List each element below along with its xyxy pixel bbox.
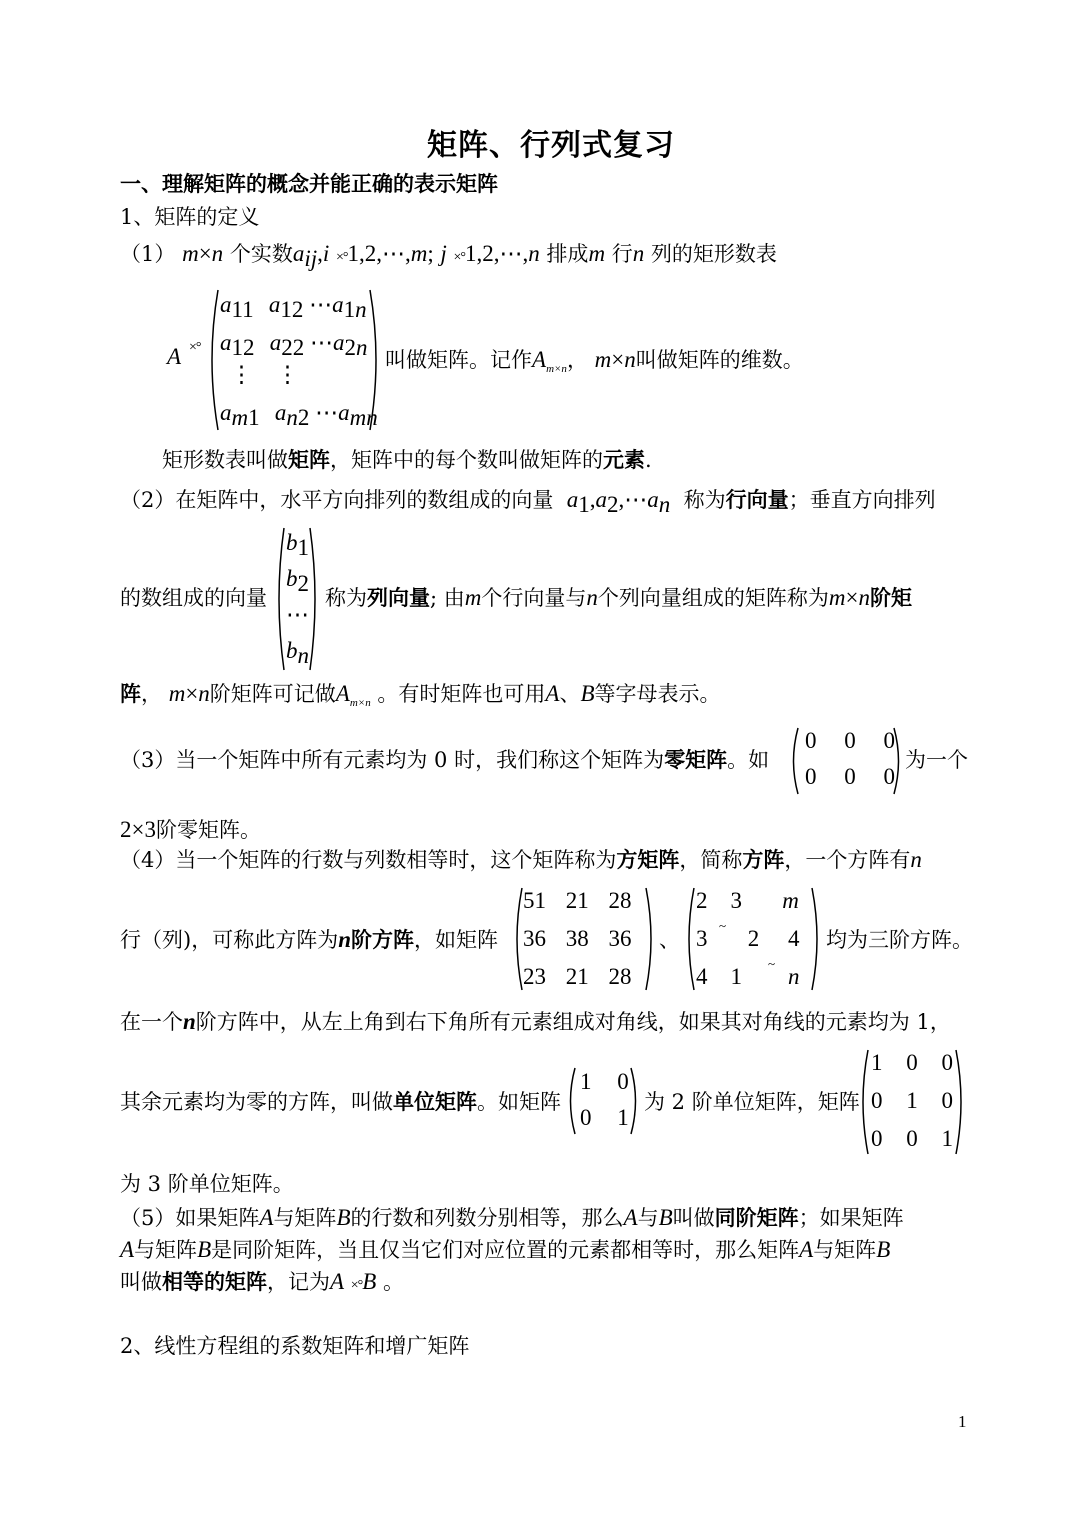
- equal-matrix-line: A与矩阵B是同阶矩阵，当且仅当它们对应位置的元素都相等时，那么矩阵A与矩阵B: [120, 1237, 891, 1262]
- matrix-m1-row-3: 23 21 28: [523, 964, 632, 989]
- page-number: 1: [958, 1412, 967, 1431]
- tilde-mark: ~: [768, 956, 776, 971]
- tilde-mark: ~: [719, 918, 727, 933]
- matrix-m1-row-1: 51 21 28: [523, 888, 632, 913]
- matrix-separator: 、: [659, 928, 680, 952]
- equal-matrix-notation-line: 叫做相等的矩阵，记为A ×°B 。: [120, 1269, 404, 1294]
- identity-3-row-2: 0 1 0: [871, 1088, 953, 1113]
- matrix-m1-row-2: 36 38 36: [523, 926, 632, 951]
- zero-matrix-suffix: 为一个: [905, 748, 968, 772]
- diagonal-line: 在一个n阶方阵中，从左上角到右下角所有元素组成对角线，如果其对角线的元素均为 1，: [120, 1009, 951, 1034]
- zero-matrix-row-1: 0 0 0: [805, 728, 895, 753]
- column-vector-b2: $b_2$: [286, 566, 309, 596]
- page-title: 矩阵、行列式复习: [427, 128, 675, 163]
- matrix-m2-row-1: 2 3 m: [696, 888, 799, 913]
- matrix-notation-line: 阵， m×n阶矩阵可记做$A_{m\times n}$ 。有时矩阵也可用A、B等字母表示。: [120, 681, 721, 709]
- subsection-heading-1: 1、矩阵的定义: [120, 205, 260, 229]
- column-vector-line-right: 称为列向量; 由m个行向量与n个列向量组成的矩阵称为m×n阶矩: [325, 585, 912, 610]
- zero-matrix-line: （3）当一个矩阵中所有元素均为 0 时，我们称这个矩阵为零矩阵。如: [120, 747, 770, 772]
- identity-3-row-3: 0 0 1: [871, 1126, 953, 1151]
- zero-matrix-row-2: 0 0 0: [805, 764, 895, 789]
- matrix-A-row-4: $a_{m1}$ $a_{n2}$ $\cdots a_{mn}$: [220, 400, 378, 430]
- row-vector-line: （2）在矩阵中，水平方向排列的数组成的向量 $a_1,a_2,\cdots a_n$ 称为行向量；垂直方向排列: [120, 487, 936, 517]
- matrix-m2-row-3: 4 1 n: [696, 964, 800, 989]
- matrix-A-caption: 叫做矩阵。记作$A_{m\times n}$， m×n叫做矩阵的维数。: [385, 347, 804, 375]
- identity-2-row-2: 0 1: [580, 1105, 629, 1130]
- subsection-heading-2: 2、线性方程组的系数矩阵和增广矩阵: [120, 1334, 470, 1358]
- matrix-symbol-A: A: [167, 344, 182, 369]
- zero-matrix-order-line: 2×3阶零矩阵。: [120, 817, 261, 842]
- same-order-line: （5）如果矩阵A与矩阵B的行数和列数分别相等，那么A与B叫做同阶矩阵；如果矩阵: [120, 1205, 904, 1230]
- square-matrix-line: （4）当一个矩阵的行数与列数相等时，这个矩阵称为方矩阵，简称方阵，一个方阵有n: [120, 847, 922, 872]
- column-vector-b1: $b_1$: [286, 530, 309, 560]
- square-matrix-example-line: 行（列)，可称此方阵为n阶方阵，如矩阵: [120, 927, 498, 952]
- identity-2-row-1: 1 0: [580, 1069, 629, 1094]
- identity-3-row-1: 1 0 0: [871, 1050, 953, 1075]
- matrix-A-row-3: ⋮ ⋮: [230, 362, 299, 387]
- identity-3-caption: 为 3 阶单位矩阵。: [120, 1172, 294, 1196]
- definition-line: （1） m×n 个实数$a_{ij},i$ ×°1,2,⋯,m; j ×°1,2,⋯,n 排成m 行n 列的矩形数表: [120, 241, 777, 271]
- column-vector-bn: $b_n$: [286, 638, 309, 668]
- item-number: （1）: [120, 242, 176, 266]
- section-heading-1: 一、理解矩阵的概念并能正确的表示矩阵: [120, 171, 498, 196]
- matrix-A-row-1: $a_{11}$ $a_{12}$ $\cdots a_{1n}$: [220, 292, 367, 322]
- equals-glyph: ×°: [453, 250, 465, 265]
- column-vector-dots: ⋯: [286, 602, 309, 627]
- identity-2-caption: 为 2 阶单位矩阵，矩阵: [644, 1090, 860, 1114]
- matrix-A-row-2: $a_{12}$ $a_{22}$ $\cdots a_{2n}$: [220, 330, 368, 360]
- equals-glyph: ×°: [335, 250, 348, 265]
- equals-glyph: ×°: [350, 1278, 363, 1293]
- identity-matrix-line: 其余元素均为零的方阵，叫做单位矩阵。如矩阵: [120, 1089, 561, 1114]
- equals-glyph: ×°: [189, 340, 201, 355]
- square-matrix-suffix: 均为三阶方阵。: [826, 928, 973, 952]
- column-vector-line-left: 的数组成的向量: [120, 586, 267, 610]
- matrix-m2-row-2: 3 2 4: [696, 926, 800, 951]
- matrix-element-definition: 矩形数表叫做矩阵，矩阵中的每个数叫做矩阵的元素.: [162, 447, 652, 472]
